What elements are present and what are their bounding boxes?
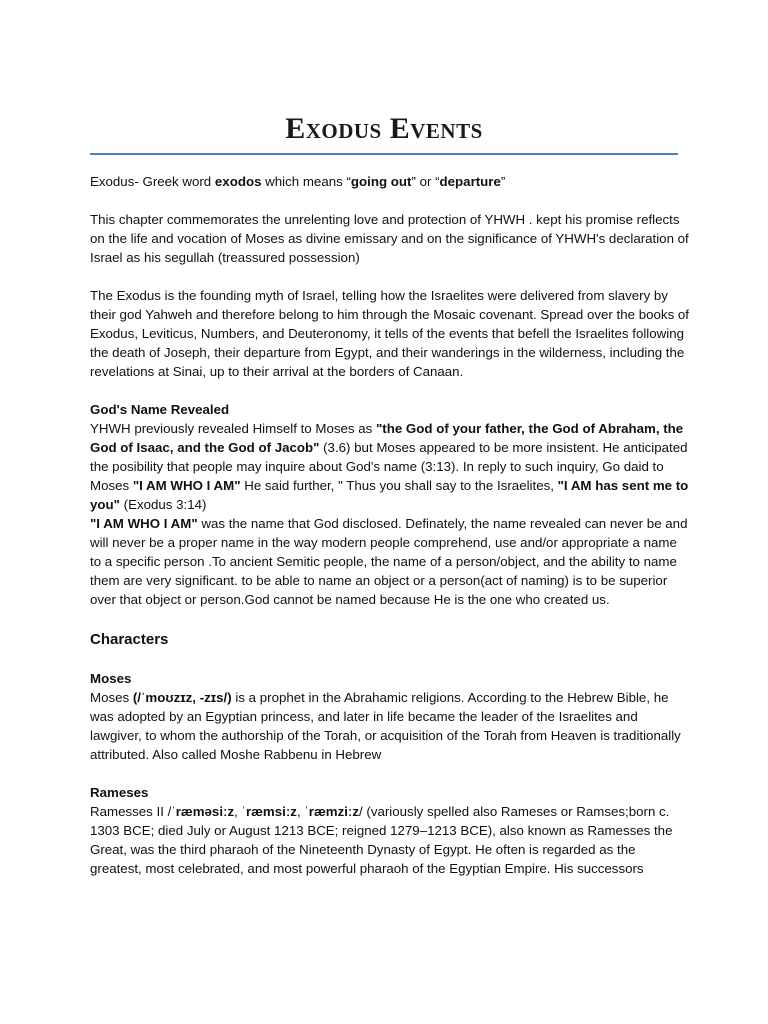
gods-name-quote: "I AM has sent me to you" — [90, 478, 689, 512]
gods-name-text: He said further, " Thus you shall say to the Israelites, — [240, 478, 558, 493]
intro-definition — [90, 172, 690, 191]
document-body — [90, 172, 690, 878]
gods-name-text: was the name that God disclosed. Definately, the name revealed can never be and will never be a proper name in the way modern people comprehend, use and/or appropriate a name to a specific person .To ancient Semitic people, the name of a person/object, and the ability to name them are very significant. to be able to name an object or a person(act of naming) is to be superior over that object or person.God cannot be named because He is the one who created us. — [90, 516, 688, 607]
moses-text: Moses — [90, 690, 133, 705]
rameses-text: / (variously spelled also Rameses or Ramses;born c. 1303 BCE; died July or August 1213 BCE; reigned 1279–1213 BCE), also known as Ramesses the Great, was the third pharaoh of the Nineteenth Dynasty of Egypt. He often is regarded as the greatest, most celebrated, and most powerful pharaoh of the Egyptian Empire. His successors — [90, 804, 673, 876]
gods-name-text: (3.6) but Moses appeared to be more insistent. He anticipated the posibility that people may inquire about God's name (3:13). In reply to such inquiry, Go daid to Moses — [90, 440, 688, 493]
gods-name-quote: "the God of your father, the God of Abraham, the God of Isaac, and the God of Jacob" — [90, 421, 684, 455]
term-exodos: exodos — [214, 174, 262, 189]
term-going-out: going out — [350, 174, 412, 189]
rameses-text: Ramesses II /ˈ — [90, 804, 176, 819]
intro-text: which means “ — [261, 174, 351, 189]
intro-text: ” — [500, 174, 506, 189]
rameses-text: , ˈ — [234, 804, 246, 819]
gods-name-quote: "I AM WHO I AM" — [90, 516, 198, 531]
gods-name-text: (Exodus 3:14) — [119, 497, 207, 512]
gods-name-heading: God's Name Revealed — [90, 402, 230, 417]
intro-paragraph-chapter: This chapter commemorates the unrelenting love and protection of YHWH . kept his promise reflects on the life and vocation of Moses as divine emissary and on the significance of YHWH's declaration of Israel as his segullah (treassured possession) — [90, 212, 689, 265]
rameses-paragraph — [90, 802, 690, 878]
rameses-heading: Rameses — [90, 785, 149, 800]
intro-text: Exodus- Greek word — [90, 174, 215, 189]
moses-paragraph — [90, 688, 690, 764]
term-departure: departure — [439, 174, 501, 189]
intro-paragraph-exodus: The Exodus is the founding myth of Israel, telling how the Israelites were delivered from slavery by their god Yahweh and therefore belong to him through the Mosaic covenant. Spread over the books of Exodus, Leviticus, Numbers, and Deuteronomy, it tells of the events that befell the Israelites following the death of Joseph, their departure from Egypt, and their wanderings in the wilderness, including the revelations at Sinai, up to their arrival at the borders of Canaan. — [90, 288, 689, 379]
rameses-pronunciation: ræmziːz — [308, 804, 360, 819]
gods-name-text: YHWH previously revealed Himself to Moses as — [90, 421, 376, 436]
moses-heading: Moses — [90, 671, 132, 686]
moses-text: is a prophet in the Abrahamic religions. According to the Hebrew Bible, he was adopted by an Egyptian princess, and later in life became the leader of the Israelites and lawgiver, to whom the authorship of the Torah, or acquisition of the Torah from Heaven is traditionally attributed. Also called Moshe Rabbenu in Hebrew — [90, 690, 681, 762]
title-divider — [90, 153, 678, 155]
intro-text: ” or “ — [411, 174, 440, 189]
characters-heading: Characters — [90, 631, 169, 648]
gods-name-quote: "I AM WHO I AM" — [132, 478, 241, 493]
rameses-text: , ˈ — [296, 804, 309, 819]
rameses-pronunciation: ræmsiːz — [245, 804, 297, 819]
gods-name-paragraph — [90, 419, 690, 514]
gods-name-paragraph-2 — [90, 514, 690, 609]
moses-pronunciation: (/ˈmoʊzɪz, -zɪs/) — [132, 690, 232, 705]
page-title: Exodus Events — [285, 112, 483, 145]
rameses-pronunciation: ræməsiːz — [175, 804, 235, 819]
